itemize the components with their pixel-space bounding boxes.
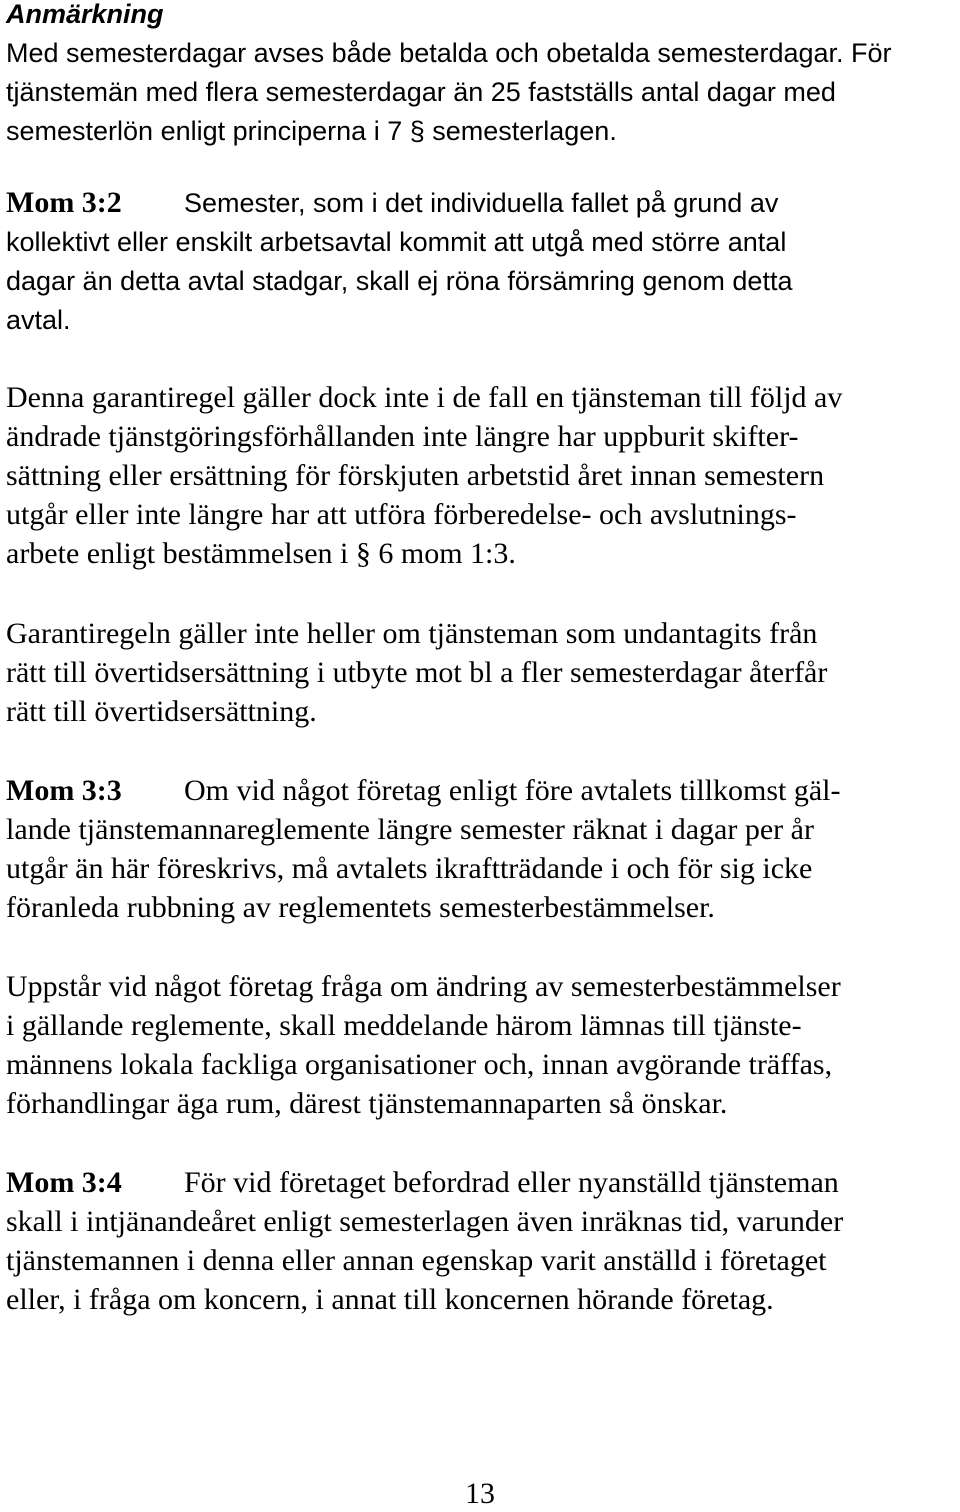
anmarkning-line: tjänstemän med flera semesterdagar än 25 fastställs antal dagar med bbox=[6, 77, 836, 107]
anmarkning-heading: Anmärkning bbox=[6, 0, 164, 29]
mom-3-3-section bbox=[6, 771, 956, 927]
anmarkning-line: semesterlön enligt principerna i 7 § semesterlagen. bbox=[6, 116, 617, 146]
mom-3-4-line: tjänstemannen i denna eller annan egenskap varit anställd i företaget bbox=[6, 1244, 827, 1277]
mom-3-2-line: kollektivt eller enskilt arbetsavtal kommit att utgå med större antal bbox=[6, 227, 787, 257]
garantiregel-paragraph bbox=[6, 378, 956, 573]
uppstar-paragraph bbox=[6, 967, 956, 1123]
anmarkning-line: Med semesterdagar avses både betalda och obetalda semesterdagar. För bbox=[6, 38, 892, 68]
mom-3-3-first-line: Om vid något företag enligt före avtalets tillkomst gäl- bbox=[184, 774, 841, 807]
mom-3-4-section bbox=[6, 1163, 956, 1319]
mom-3-3-label: Mom 3:3 bbox=[6, 774, 122, 807]
garantiregeln-paragraph bbox=[6, 614, 956, 731]
mom-3-2-section bbox=[6, 183, 956, 340]
paragraph-line: Uppstår vid något företag fråga om ändring av semesterbestämmelser bbox=[6, 970, 841, 1003]
mom-3-3-line: utgår än här föreskrivs, må avtalets ikraftträdande i och för sig icke bbox=[6, 852, 813, 885]
mom-3-4-label: Mom 3:4 bbox=[6, 1166, 122, 1199]
paragraph-line: utgår eller inte längre har att utföra förberedelse- och avslutnings- bbox=[6, 498, 797, 531]
paragraph-line: sättning eller ersättning för förskjuten arbetstid året innan semestern bbox=[6, 459, 825, 492]
paragraph-line: Denna garantiregel gäller dock inte i de fall en tjänsteman till följd av bbox=[6, 381, 843, 414]
paragraph-line: rätt till övertidsersättning. bbox=[6, 695, 317, 728]
anmarkning-section bbox=[6, 0, 956, 151]
mom-3-2-line: avtal. bbox=[6, 305, 71, 335]
paragraph-line: i gällande reglemente, skall meddelande härom lämnas till tjänste- bbox=[6, 1009, 802, 1042]
mom-3-3-line: lande tjänstemannareglemente längre semester räknat i dagar per år bbox=[6, 813, 814, 846]
mom-3-4-first-line: För vid företaget befordrad eller nyanställd tjänsteman bbox=[184, 1166, 839, 1199]
paragraph-line: arbete enligt bestämmelsen i § 6 mom 1:3. bbox=[6, 537, 516, 570]
mom-3-3-line: föranleda rubbning av reglementets semesterbestämmelser. bbox=[6, 891, 715, 924]
paragraph-line: rätt till övertidsersättning i utbyte mot bl a fler semesterdagar återfår bbox=[6, 656, 828, 689]
page-number: 13 bbox=[465, 1477, 495, 1510]
mom-3-2-first-line: Semester, som i det individuella fallet på grund av bbox=[184, 188, 779, 218]
mom-3-4-line: eller, i fråga om koncern, i annat till koncernen hörande företag. bbox=[6, 1283, 774, 1316]
paragraph-line: förhandlingar äga rum, därest tjänstemannaparten så önskar. bbox=[6, 1087, 728, 1120]
paragraph-line: Garantiregeln gäller inte heller om tjänsteman som undantagits från bbox=[6, 617, 818, 650]
paragraph-line: ändrade tjänstgöringsförhållanden inte längre har uppburit skifter- bbox=[6, 420, 799, 453]
mom-3-2-label: Mom 3:2 bbox=[6, 186, 122, 219]
mom-3-2-line: dagar än detta avtal stadgar, skall ej röna försämring genom detta bbox=[6, 266, 793, 296]
paragraph-line: männens lokala fackliga organisationer och, innan avgörande träffas, bbox=[6, 1048, 833, 1081]
mom-3-4-line: skall i intjänandeåret enligt semesterlagen även inräknas tid, varunder bbox=[6, 1205, 844, 1238]
